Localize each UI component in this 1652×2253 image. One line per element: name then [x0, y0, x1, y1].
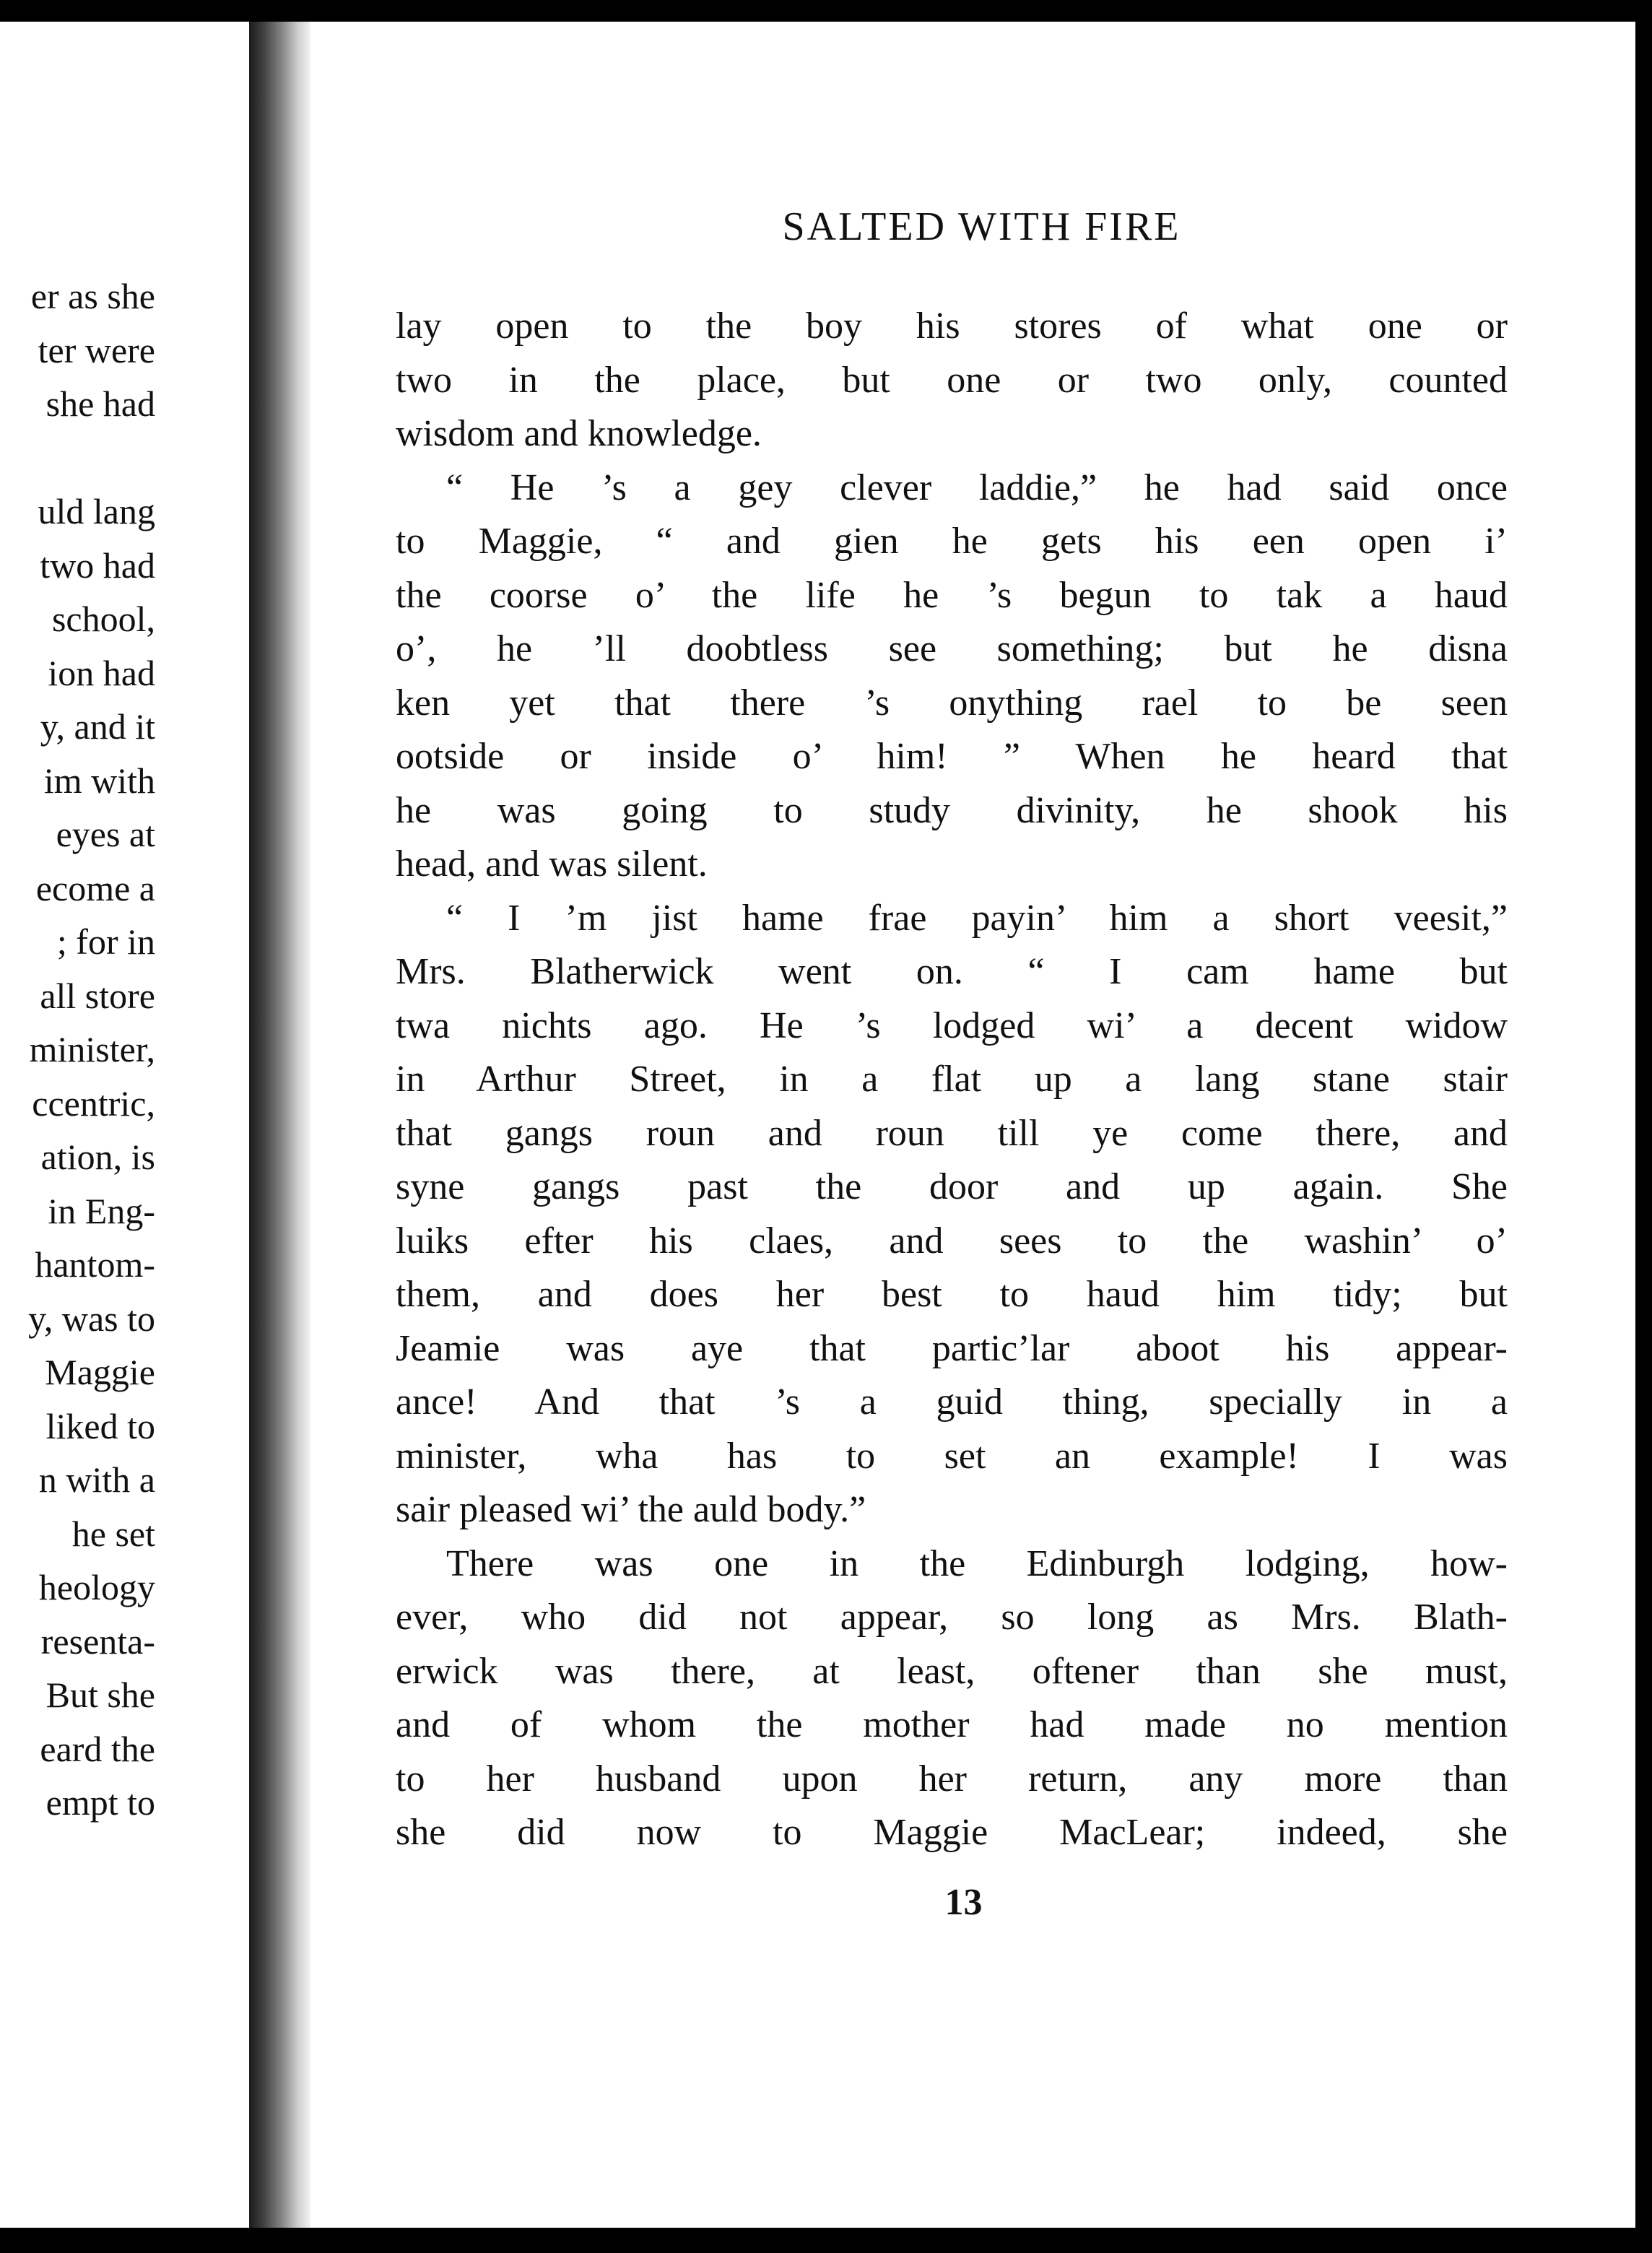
- text-line: minister, wha has to set an example! I was: [396, 1435, 1508, 1477]
- left-page-line: empt to: [45, 1782, 155, 1823]
- text-line: to Maggie, “ and gien he gets his een open i’: [396, 521, 1508, 562]
- left-page-line: Maggie: [45, 1352, 155, 1392]
- left-page-line: im with: [43, 760, 155, 801]
- text-line: erwick was there, at least, oftener than she must,: [396, 1650, 1508, 1692]
- left-page-line: ccentric,: [32, 1082, 155, 1124]
- left-page-line: in Eng-: [48, 1190, 155, 1231]
- text-line: sair pleased wi’ the auld body.”: [396, 1489, 866, 1530]
- text-line: o’, he ’ll doobtless see something; but he disna: [396, 628, 1508, 669]
- text-line: ever, who did not appear, so long as Mrs. Blath-: [396, 1597, 1508, 1638]
- text-line: lay open to the boy his stores of what one or: [396, 305, 1508, 347]
- text-line: wisdom and knowledge.: [396, 413, 762, 454]
- left-page-line: er as she: [30, 276, 155, 316]
- text-line: that gangs roun and roun till ye come there, and: [396, 1112, 1508, 1154]
- text-line: he was going to study divinity, he shook his: [396, 789, 1508, 831]
- page-number: 13: [944, 1882, 983, 1923]
- text-line: “ He ’s a gey clever laddie,” he had said once: [446, 466, 1508, 508]
- text-line: “ I ’m jist hame frae payin’ him a short veesit,”: [446, 897, 1508, 939]
- left-page-line: heology: [38, 1567, 155, 1607]
- left-page-line: he set: [71, 1513, 155, 1554]
- left-page-line: eyes at: [56, 814, 155, 854]
- left-page-line: n with a: [38, 1459, 155, 1500]
- left-page-line: ; for in: [56, 921, 155, 962]
- text-line: two in the place, but one or two only, counted: [396, 359, 1508, 401]
- left-page-line: ation, is: [40, 1137, 155, 1177]
- left-page-line: school,: [51, 599, 155, 639]
- text-line: ance! And that ’s a guid thing, specially in a: [396, 1381, 1508, 1423]
- left-page-line: ion had: [48, 652, 155, 693]
- text-line: head, and was silent.: [396, 843, 708, 885]
- left-page-line: uld lang: [38, 491, 155, 531]
- left-page-line: two had: [40, 544, 155, 586]
- text-line: Mrs. Blatherwick went on. “ I cam hame but: [396, 951, 1508, 992]
- right-page: [310, 22, 1635, 2228]
- left-page-line: But she: [45, 1675, 155, 1715]
- scan-border: [1635, 22, 1652, 2228]
- left-page-line: y, was to: [28, 1298, 155, 1339]
- left-page-line: eard the: [40, 1728, 155, 1769]
- text-line: syne gangs past the door and up again. She: [396, 1166, 1508, 1207]
- text-line: There was one in the Edinburgh lodging, how-: [446, 1542, 1508, 1584]
- left-page-line: ecome a: [35, 867, 155, 908]
- text-line: them, and does her best to haud him tidy; but: [396, 1274, 1508, 1315]
- text-line: luiks efter his claes, and sees to the washin’ o’: [396, 1220, 1508, 1262]
- text-line: to her husband upon her return, any more than: [396, 1758, 1508, 1800]
- body-text: [396, 300, 1508, 1860]
- text-line: she did now to Maggie MacLear; indeed, she: [396, 1812, 1508, 1853]
- left-page-line: liked to: [45, 1405, 155, 1446]
- text-line: and of whom the mother had made no mention: [396, 1704, 1508, 1745]
- running-head: SALTED WITH FIRE: [782, 204, 1181, 249]
- left-page-line: all store: [40, 975, 155, 1016]
- text-line: the coorse o’ the life he ’s begun to tak a haud: [396, 574, 1508, 616]
- text-line: ootside or inside o’ him! ” When he heard that: [396, 736, 1508, 777]
- left-page-line: y, and it: [40, 706, 155, 747]
- text-line: twa nichts ago. He ’s lodged wi’ a decent widow: [396, 1004, 1508, 1046]
- left-page-line: resenta-: [40, 1620, 155, 1662]
- left-page-line: she had: [45, 383, 155, 424]
- text-line: Jeamie was aye that partic’lar aboot his appear-: [396, 1327, 1508, 1369]
- left-page-line: hantom-: [35, 1244, 155, 1285]
- text-line: in Arthur Street, in a flat up a lang stane stair: [396, 1059, 1508, 1100]
- left-page-line: minister,: [29, 1029, 155, 1069]
- text-line: ken yet that there ’s onything rael to be seen: [396, 682, 1508, 724]
- left-page-fragment: [0, 22, 249, 2228]
- left-page-line: ter were: [38, 329, 155, 370]
